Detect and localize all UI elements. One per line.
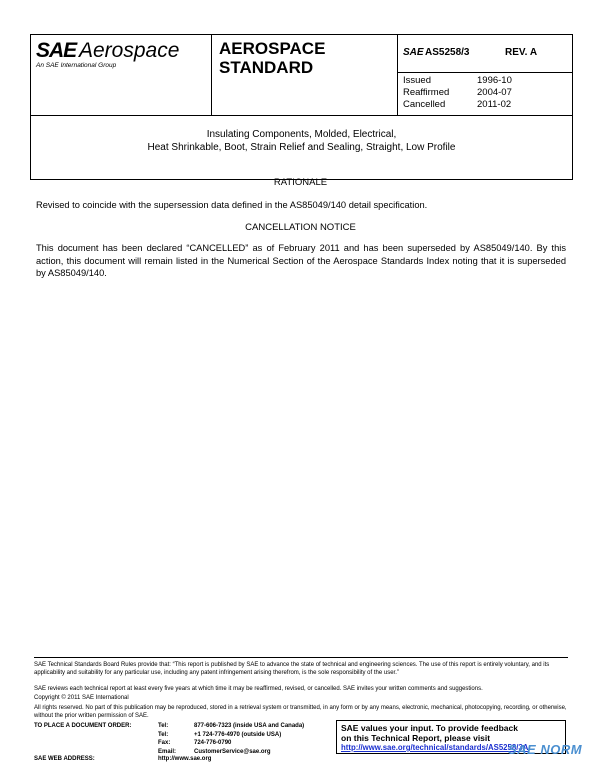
contact-label: Email: (158, 748, 177, 755)
contact-value: 724-776-0790 (194, 740, 232, 747)
footer-rules-text: SAE Technical Standards Board Rules provide that: “This report is published by SAE to advance the state of technical and engineering sciences. The use of this report is entirely voluntary, and its applicability and suitability for any particular use, including any patent infringement arising therefrom, is the sole responsibility of the user.” (34, 662, 550, 676)
feedback-link[interactable]: http://www.sae.org/technical/standards/AS5258/3A (341, 743, 529, 752)
date-row (403, 99, 512, 111)
contact-label: Tel: (158, 731, 169, 738)
logo-tagline: An SAE International Group (36, 62, 117, 69)
aerospace-logo-text: Aerospace (79, 39, 180, 62)
standard-title-line2: STANDARD (219, 58, 314, 77)
subject-line1: Insulating Components, Molded, Electrical, (206, 129, 397, 140)
date-row (403, 75, 512, 87)
contact-value: +1 724-776-4970 (outside USA) (194, 731, 282, 738)
subject-line2: Heat Shrinkable, Boot, Strain Relief and Sealing, Straight, Low Profile (147, 142, 456, 153)
header-divider (397, 35, 398, 115)
date-value: 2004-07 (477, 87, 512, 98)
cancellation-heading: CANCELLATION NOTICE (245, 222, 356, 233)
feedback-line1: SAE values your input. To provide feedback (341, 723, 518, 733)
web-address-link[interactable]: http://www.sae.org (158, 756, 212, 762)
footer-copyright: Copyright © 2011 SAE International (34, 695, 129, 701)
contact-label: Tel: (158, 723, 169, 729)
standard-title-line1: AEROSPACE (219, 39, 326, 58)
web-address-label: SAE WEB ADDRESS: (34, 756, 95, 762)
footer-rights-text: All rights reserved. No part of this publication may be reproduced, stored in a retrieval system or transmitted, in any form or by any means, electronic, mechanical, photocopying, recording, or otherwise, without the prior written permission of SAE. (34, 705, 567, 719)
header-divider (397, 72, 572, 73)
rationale-text: Revised to coincide with the supersession data defined in the AS85049/140 detail specification. (36, 200, 428, 210)
contact-label: Fax: (158, 740, 171, 747)
date-value: 1996-10 (477, 75, 512, 86)
email-link[interactable]: CustomerService@sae.org (194, 748, 271, 755)
rationale-heading: RATIONALE (273, 177, 328, 188)
order-label: TO PLACE A DOCUMENT ORDER: (34, 723, 132, 729)
document-header (30, 34, 573, 180)
date-label: Cancelled (403, 99, 446, 110)
cancellation-text: This document has been declared “CANCELLED” as of February 2011 and has been superseded by AS85049/140. By this action, this document will remain listed in the Numerical Section of the Aerospace Standards Index noting that it is superseded by AS85049/140. (36, 243, 566, 278)
feedback-line2: on this Technical Report, please visit (341, 733, 491, 743)
date-label: Issued (403, 75, 431, 86)
document-subject (31, 128, 572, 154)
footer-divider (34, 657, 568, 658)
standard-title (219, 39, 325, 77)
document-dates (403, 75, 512, 111)
header-divider (31, 115, 572, 116)
header-divider (211, 35, 212, 115)
date-value: 2011-02 (477, 99, 512, 110)
footer-review-text: SAE reviews each technical report at least every five years at which time it may be reaffirmed, revised, or cancelled. SAE invites your written comments and suggestions. (34, 686, 483, 692)
date-row (403, 87, 512, 99)
doc-sae-logo: SAE (403, 47, 424, 58)
watermark: SAE NORM (508, 742, 583, 757)
revision-label: REV. A (505, 47, 538, 58)
contact-value: 877-606-7323 (inside USA and Canada) (194, 723, 305, 729)
sae-logo: SAE (36, 39, 77, 62)
date-label: Reaffirmed (403, 87, 450, 98)
document-number: AS5258/3 (425, 47, 470, 58)
